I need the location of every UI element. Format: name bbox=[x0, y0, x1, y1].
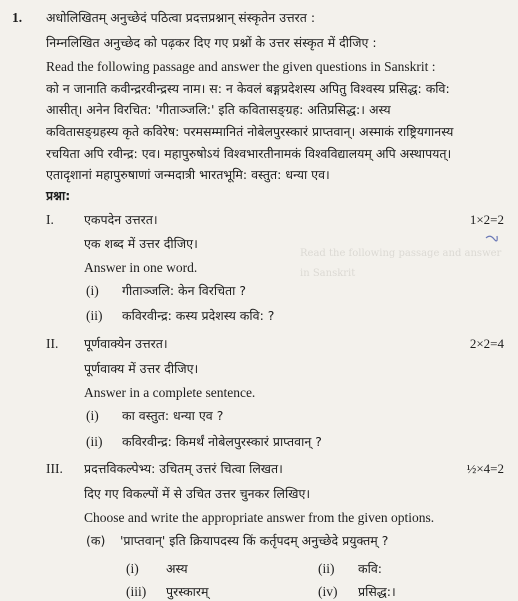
bleed-through-text: in Sanskrit bbox=[300, 268, 356, 279]
option-text: पुरस्कारम् bbox=[166, 584, 209, 599]
question-item-text: गीताञ्जलि: केन विरचिता ? bbox=[122, 283, 247, 298]
question-number: 1. bbox=[12, 10, 23, 25]
section-marks: ½×4=2 bbox=[466, 461, 504, 476]
section-number: II. bbox=[46, 336, 59, 351]
section-marks: 1×2=2 bbox=[469, 212, 504, 227]
option-text: कवि: bbox=[358, 561, 382, 576]
section-marks: 2×2=4 bbox=[469, 336, 504, 351]
instruction-english: Read the following passage and answer the given questions in Sanskrit : bbox=[46, 59, 436, 74]
passage-line: कवितासङ्ग्रहस्य कृते कविरेष: परमसम्मानितं नोबेलपुरस्कारं प्राप्तवान्। अस्माकं राष्ट्रियगानस्य bbox=[46, 124, 454, 139]
passage-line: को न जानाति कवीन्द्ररवीन्द्रस्य नाम। स: न केवलं बङ्गप्रदेशस्य अपितु विश्वस्य प्रसिद्ध: कवि: bbox=[46, 81, 450, 96]
section-instruction-hindi: पूर्णवाक्य में उत्तर दीजिए। bbox=[84, 361, 199, 376]
question-item-number: (ii) bbox=[86, 434, 103, 449]
instruction-sanskrit: अधोलिखितम् अनुच्छेदं पठित्वा प्रदत्तप्रश्नान् संस्कृतेन उत्तरत : bbox=[46, 10, 316, 25]
section-title: एकपदेन उत्तरत। bbox=[84, 212, 158, 227]
sub-question-label: (क) bbox=[86, 533, 106, 548]
question-item-text: का वस्तुत: धन्या एव ? bbox=[122, 408, 224, 423]
ink-mark-icon bbox=[484, 232, 498, 244]
bleed-through-text: Read the following passage and answer bbox=[300, 248, 502, 259]
option-text: अस्य bbox=[166, 561, 188, 576]
section-number: I. bbox=[46, 212, 54, 227]
option-text: प्रसिद्ध:। bbox=[358, 584, 396, 599]
questions-heading: प्रश्ना: bbox=[46, 188, 71, 203]
section-number: III. bbox=[46, 461, 63, 476]
passage-line: रचयिता अपि रवीन्द्र: एव। महापुरुषोऽयं विश्वभारतीनामकं विश्वविद्यालयम् अपि अस्थापयत्। bbox=[46, 146, 452, 161]
option-number: (i) bbox=[126, 561, 139, 576]
section-title: प्रदत्तविकल्पेभ्य: उचितम् उत्तरं चित्वा लिखत। bbox=[84, 461, 283, 476]
question-item-number: (i) bbox=[86, 283, 99, 298]
passage-line: एतादृशानां महापुरुषाणां जन्मदात्री भारतभूमि: वस्तुत: धन्या एव। bbox=[46, 167, 330, 182]
option-number: (iii) bbox=[126, 584, 147, 599]
option-number: (iv) bbox=[318, 584, 338, 599]
option-number: (ii) bbox=[318, 561, 335, 576]
question-item-text: कविरवीन्द्र: कस्य प्रदेशस्य कवि: ? bbox=[122, 308, 275, 323]
section-instruction-hindi: दिए गए विकल्पों में से उचित उत्तर चुनकर लिखिए। bbox=[84, 486, 311, 501]
question-item-text: कविरवीन्द्र: किमर्थं नोबेलपुरस्कारं प्राप्तवान् ? bbox=[122, 434, 322, 449]
question-item-number: (i) bbox=[86, 408, 99, 423]
passage-line: आसीत्। अनेन विरचित: 'गीताञ्जलि:' इति कवितासङ्ग्रह: अतिप्रसिद्ध:। अस्य bbox=[46, 102, 391, 117]
instruction-hindi: निम्नलिखित अनुच्छेद को पढ़कर दिए गए प्रश्नों के उत्तर संस्कृत में दीजिए : bbox=[46, 35, 377, 50]
section-title: पूर्णवाक्येन उत्तरत। bbox=[84, 336, 168, 351]
section-instruction-english: Answer in a complete sentence. bbox=[84, 385, 256, 400]
sub-question-text: 'प्राप्तवान्' इति क्रियापदस्य किं कर्तृपदम् अनुच्छेदे प्रयुक्तम् ? bbox=[120, 533, 389, 548]
section-instruction-english: Answer in one word. bbox=[84, 260, 198, 275]
section-instruction-english: Choose and write the appropriate answer from the given options. bbox=[84, 510, 435, 525]
question-item-number: (ii) bbox=[86, 308, 103, 323]
section-instruction-hindi: एक शब्द में उत्तर दीजिए। bbox=[84, 236, 198, 251]
